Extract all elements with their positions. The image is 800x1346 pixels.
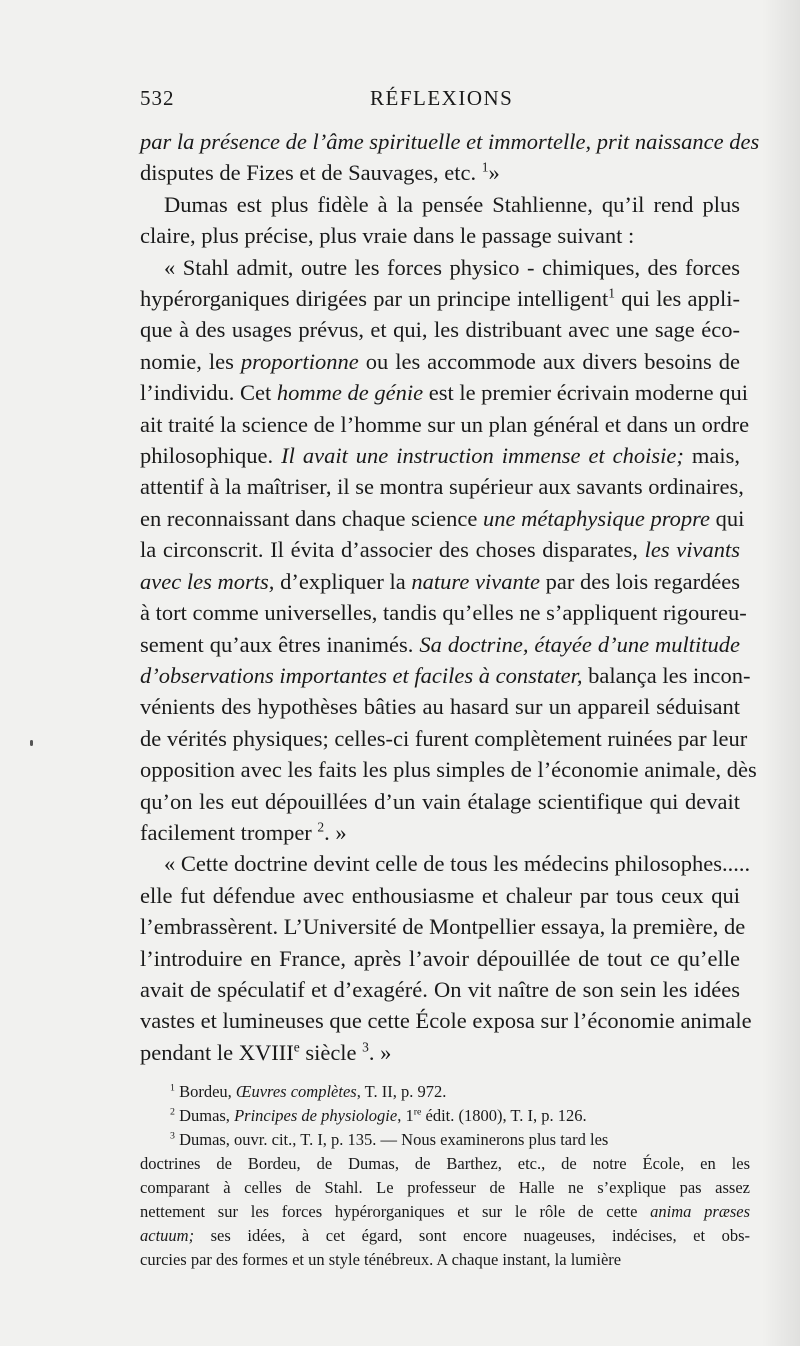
- footnote-line: doctrines de Bordeu, de Dumas, de Barthez, etc., de notre École, en les: [140, 1154, 750, 1173]
- text-line: « Cette doctrine devint celle de tous les médecins philosophes.....: [164, 851, 751, 877]
- text-line: claire, plus précise, plus vraie dans le passage suivant :: [140, 223, 635, 249]
- text-line: l’embrassèrent. L’Université de Montpellier essaya, la première, de: [140, 914, 746, 940]
- text-line: attentif à la maîtriser, il se montra supérieur aux savants ordinaires,: [140, 474, 744, 500]
- text-line: philosophique. Il avait une instruction immense et choisie; mais,: [140, 443, 741, 469]
- text-line: la circonscrit. Il évita d’associer des choses disparates, les vivants: [140, 537, 740, 563]
- footnote-2: $^2$ Dumas, Principes de physiologie, 1re édit. (1800), T. I, p. 126.: [170, 1106, 587, 1125]
- page-number: 532: [140, 86, 175, 110]
- text-line: à tort comme universelles, tandis qu’elles ne s’appliquent rigoureu-: [140, 600, 747, 626]
- footnote-line: comparant à celles de Stahl. Le professeur de Halle ne s’explique pas assez: [140, 1178, 750, 1197]
- text-line: nomie, les proportionne ou les accommode aux divers besoins de: [140, 348, 741, 374]
- text-line: facilement tromper $^2$. »: [140, 819, 347, 845]
- footnote-line: curcies par des formes et un style ténébreux. A chaque instant, la lumière: [140, 1250, 622, 1269]
- footnote-line: actuum; ses idées, à cet égard, sont encore nuageuses, indécises, et obs-: [140, 1226, 751, 1245]
- page-shadow: [762, 0, 800, 1346]
- text-line: avec les morts, d’expliquer la nature vivante par des lois regardées: [140, 568, 741, 594]
- text-line: que à des usages prévus, et qui, les distribuant avec une sage éco-: [140, 317, 740, 343]
- text-line: vastes et lumineuses que cette École exposa sur l’économie animale: [140, 1008, 752, 1034]
- text-line: vénients des hypothèses bâties au hasard sur un appareil séduisant: [140, 694, 740, 720]
- text-line: qu’on les eut dépouillées d’un vain étalage scientifique qui devait: [140, 788, 740, 814]
- text-line: l’individu. Cet homme de génie est le premier écrivain moderne qui: [140, 380, 748, 406]
- text-line: de vérités physiques; celles-ci furent complètement ruinées par leur: [140, 725, 748, 751]
- text-line: sement qu’aux êtres inanimés. Sa doctrine, étayée d’une multitude: [140, 631, 741, 657]
- body-text: [140, 126, 760, 1068]
- page-header: [140, 80, 740, 114]
- text-line: d’observations importantes et faciles à constater, balança les incon-: [140, 662, 751, 688]
- footnotes: [140, 1080, 750, 1272]
- footnote-1: $^1$ Bordeu, Œuvres complètes, T. II, p. 972.: [170, 1082, 447, 1101]
- margin-speck: [30, 740, 33, 746]
- footnote-line: nettement sur les forces hypérorganiques et sur le rôle de cette anima præses: [140, 1202, 751, 1221]
- text-line: opposition avec les faits les plus simples de l’économie animale, dès: [140, 757, 757, 783]
- text-line: ait traité la science de l’homme sur un plan général et dans un ordre: [140, 411, 750, 437]
- text-line: Dumas est plus fidèle à la pensée Stahlienne, qu’il rend plus: [164, 191, 740, 217]
- running-title: RÉFLEXIONS: [370, 86, 514, 110]
- text-line: en reconnaissant dans chaque science une métaphysique propre qui: [140, 505, 745, 531]
- text-line: l’introduire en France, après l’avoir dépouillée de tout ce qu’elle: [140, 945, 740, 971]
- text-line: disputes de Fizes et de Sauvages, etc. $^1$»: [140, 159, 500, 186]
- text-line: avait de spéculatif et d’exagéré. On vit naître de son sein les idées: [140, 976, 740, 1002]
- text-line: elle fut défendue avec enthousiasme et chaleur par tous ceux qui: [140, 882, 740, 908]
- footnote-3: $^3$ Dumas, ouvr. cit., T. I, p. 135. — Nous examinerons plus tard les: [170, 1130, 609, 1149]
- text-line: « Stahl admit, outre les forces physico - chimiques, des forces: [164, 254, 740, 280]
- text-line: par la présence de l’âme spirituelle et immortelle, prit naissance des: [140, 129, 760, 154]
- text-line: pendant le XVIIIe siècle $^3$. »: [140, 1039, 392, 1065]
- text-line: hypérorganiques dirigées par un principe intelligent$^1$ qui les appli-: [140, 285, 741, 312]
